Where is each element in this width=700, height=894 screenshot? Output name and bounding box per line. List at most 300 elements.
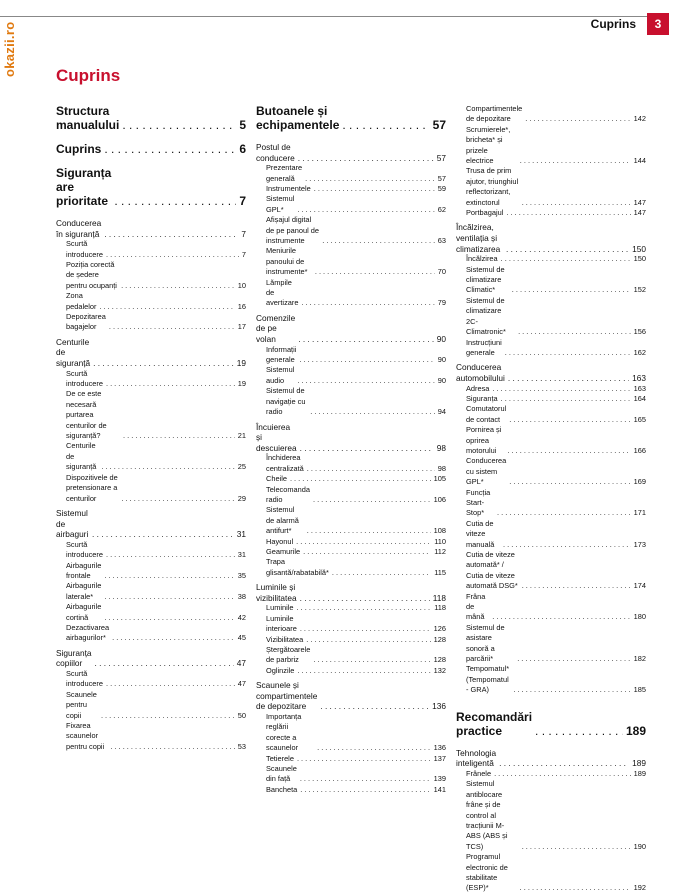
toc-entry-big[interactable] — [56, 142, 246, 156]
toc-entry-sec[interactable] — [56, 337, 246, 369]
toc-entry-page: 189 — [632, 758, 646, 769]
leader-dots — [535, 724, 623, 738]
toc-entry-sub[interactable] — [56, 260, 246, 291]
toc-entry-sub[interactable] — [456, 125, 646, 167]
toc-entry-sub[interactable] — [256, 474, 446, 484]
toc-entry-title: Scurtă introducere — [66, 668, 103, 689]
toc-entry-title: Siguranța copiilor — [56, 647, 92, 669]
toc-entry-sec[interactable] — [56, 508, 246, 540]
leader-dots — [315, 267, 435, 277]
toc-entry-page: 94 — [437, 407, 446, 417]
leader-dots — [509, 477, 630, 487]
toc-entry-sub[interactable] — [456, 254, 646, 264]
toc-entry-title: Afișajul digital de pe panoul de instrumente — [266, 215, 320, 246]
toc-entry-page: 185 — [633, 685, 646, 695]
toc-entry-sub[interactable] — [256, 453, 446, 474]
toc-entry-page: 45 — [237, 633, 246, 643]
toc-entry-sub[interactable] — [256, 505, 446, 536]
toc-entry-sub[interactable] — [456, 104, 646, 125]
toc-entry-sec[interactable] — [256, 680, 446, 712]
toc-entry-title: Centurile de siguranță — [66, 441, 97, 472]
toc-entry-page: 50 — [237, 710, 246, 720]
toc-entry-page: 90 — [437, 375, 446, 385]
page-title: Cuprins — [56, 66, 121, 85]
toc-entry-sub[interactable] — [256, 365, 446, 386]
toc-entry-page: 98 — [437, 463, 446, 473]
toc-entry-sub[interactable] — [256, 645, 446, 666]
leader-dots — [114, 194, 236, 208]
toc-entry-page: 182 — [633, 654, 646, 664]
leader-dots — [314, 184, 435, 194]
leader-dots — [110, 742, 234, 752]
toc-entry-page: 136 — [433, 743, 446, 753]
toc-entry-title: Siguranța are prioritate — [56, 166, 112, 208]
toc-entry-sub[interactable] — [56, 669, 246, 690]
toc-entry-page: 132 — [433, 665, 446, 675]
leader-dots — [109, 322, 235, 332]
toc-entry-page: 163 — [633, 383, 646, 393]
leader-dots — [121, 494, 234, 504]
toc-entry-page: 19 — [236, 358, 246, 369]
toc-entry-title: Instrucțiuni generale — [466, 337, 502, 357]
toc-entry-title: Scurtă introducere — [66, 539, 103, 560]
toc-entry-sub[interactable] — [56, 312, 246, 333]
leader-dots — [342, 118, 429, 132]
toc-entry-sub[interactable] — [456, 592, 646, 623]
toc-entry-sub[interactable] — [56, 441, 246, 472]
leader-dots — [104, 592, 234, 602]
toc-entry-sub[interactable] — [56, 540, 246, 561]
leader-dots — [290, 474, 431, 484]
leader-dots — [507, 446, 630, 456]
toc-entry-title: Sistemul de alarmă antifurt* — [266, 505, 299, 536]
toc-entry-page: 189 — [625, 723, 646, 738]
toc-entry-sub[interactable] — [456, 166, 646, 208]
header-rule — [0, 16, 648, 17]
leader-dots — [310, 407, 435, 417]
toc-entry-title: Postul de conducere — [256, 142, 295, 163]
toc-entry-page: 57 — [436, 152, 446, 163]
toc-entry-sec[interactable] — [456, 222, 646, 254]
toc-entry-title: Depozitarea bagajelor — [66, 312, 106, 332]
toc-entry-title: Importanța reglării corecte a scaunelor — [266, 711, 302, 753]
toc-entry-sub[interactable] — [256, 547, 446, 557]
leader-dots — [95, 658, 234, 669]
toc-entry-sec[interactable] — [256, 422, 446, 454]
toc-entry-sub[interactable] — [256, 785, 446, 795]
toc-entry-sub[interactable] — [256, 184, 446, 194]
toc-entry-title: Scaunele și compartimentele de depozitare — [256, 680, 318, 712]
toc-entry-sub[interactable] — [456, 550, 646, 592]
toc-entry-page: 59 — [437, 184, 446, 193]
toc-entry-sub[interactable] — [456, 208, 646, 218]
toc-entry-title: Frâna de mână — [466, 591, 486, 622]
leader-dots — [299, 355, 434, 365]
toc-entry-page: 166 — [633, 445, 646, 455]
leader-dots — [101, 462, 234, 472]
toc-entry-page: 47 — [236, 658, 246, 669]
leader-dots — [122, 118, 236, 132]
toc-entry-sub[interactable] — [256, 537, 446, 547]
toc-entry-title: Scaunele din față — [266, 764, 297, 784]
toc-entry-page: 38 — [237, 591, 246, 601]
toc-entry-title: Oglinzile — [266, 665, 295, 675]
toc-entry-title: Lămpile de avertizare — [266, 277, 299, 308]
toc-entry-sub[interactable] — [256, 754, 446, 764]
toc-entry-title: Scrumierele*, bricheta* și prizele electrice — [466, 124, 511, 166]
toc-entry-title: Cutia de viteze manuală — [466, 518, 495, 549]
leader-dots — [322, 236, 435, 246]
toc-entry-sub[interactable] — [56, 291, 246, 312]
toc-entry-sub[interactable] — [256, 386, 446, 417]
toc-entry-title: Tetierele — [266, 753, 294, 763]
toc-entry-sub[interactable] — [56, 389, 246, 441]
toc-entry-title: Hayonul — [266, 536, 294, 546]
toc-entry-title: Recomandări practice — [456, 709, 533, 738]
toc-entry-title: Geamurile — [266, 546, 301, 556]
toc-entry-page: 42 — [237, 612, 246, 622]
toc-entry-sub[interactable] — [56, 721, 246, 752]
toc-entry-page: 147 — [633, 208, 646, 218]
toc-entry-page: 105 — [433, 474, 446, 484]
leader-dots — [303, 547, 431, 557]
toc-entry-page: 147 — [633, 197, 646, 207]
toc-entry-page: 98 — [436, 442, 446, 453]
leader-dots — [112, 633, 235, 643]
toc-entry-title: Centurile de siguranță — [56, 336, 91, 369]
leader-dots — [517, 654, 630, 664]
leader-dots — [300, 593, 430, 604]
toc-column-3 — [456, 104, 646, 894]
toc-entry-title: Încălzirea — [466, 254, 498, 264]
toc-entry-page: 7 — [239, 194, 246, 208]
toc-entry-page: 173 — [633, 539, 646, 549]
toc-entry-page: 156 — [633, 327, 646, 337]
toc-entry-title: Conducerea automobilului — [456, 362, 505, 383]
toc-entry-page: 19 — [237, 379, 246, 389]
leader-dots — [332, 568, 431, 578]
toc-entry-title: Sistemul de climatizare 2C-Climatronic* — [466, 295, 506, 337]
leader-dots — [99, 302, 234, 312]
toc-entry-title: Informații generale — [266, 344, 297, 365]
toc-entry-sec[interactable] — [56, 218, 246, 239]
toc-entry-page: 150 — [632, 243, 646, 254]
toc-entry-page: 7 — [241, 249, 246, 259]
toc-entry-page: 165 — [633, 414, 646, 424]
toc-entry-page: 57 — [432, 118, 446, 132]
leader-dots — [106, 679, 235, 689]
toc-entry-big[interactable] — [256, 104, 446, 132]
toc-entry-page: 150 — [633, 254, 646, 264]
leader-dots — [313, 495, 431, 505]
toc-entry-title: Telecomanda radio — [266, 484, 310, 504]
toc-entry-title: Sistemul de climatizare Climatic* — [466, 264, 505, 295]
leader-dots — [104, 571, 234, 581]
toc-entry-sub[interactable] — [256, 557, 446, 578]
toc-entry-title: Poziția corectă de ședere pentru ocupanți — [66, 260, 117, 290]
toc-entry-page: 90 — [436, 334, 446, 345]
toc-entry-sec[interactable] — [256, 313, 446, 345]
toc-entry-page: 180 — [633, 612, 646, 622]
toc-entry-sub[interactable] — [456, 779, 646, 852]
toc-entry-title: Închiderea centralizată — [266, 453, 304, 473]
toc-entry-title: Încuierea și descuierea — [256, 421, 297, 453]
toc-entry-title: Airbagurile cortină — [66, 602, 102, 622]
toc-entry-page: 169 — [633, 477, 646, 487]
toc-entry-sub[interactable] — [256, 764, 446, 785]
toc-entry-title: Dezactivarea airbagurilor* — [66, 622, 110, 643]
toc-entry-sub[interactable] — [256, 194, 446, 215]
toc-entry-title: Airbagurile frontale — [66, 560, 102, 580]
leader-dots — [93, 358, 234, 369]
toc-entry-page: 7 — [241, 228, 246, 239]
toc-entry-page: 174 — [633, 581, 646, 591]
leader-dots — [505, 348, 631, 358]
leader-dots — [518, 327, 631, 337]
leader-dots — [300, 624, 431, 634]
toc-entry-title: Fixarea scaunelor pentru copii — [66, 720, 105, 751]
toc-entry-sec[interactable] — [456, 362, 646, 383]
toc-entry-page: 152 — [633, 285, 646, 295]
toc-entry-page: 118 — [432, 592, 446, 603]
toc-entry-title: Conducerea în siguranță — [56, 218, 102, 239]
toc-entry-sub[interactable] — [256, 163, 446, 184]
leader-dots — [92, 529, 234, 540]
toc-entry-title: Dispozitivele de pretensionare a centurilor — [66, 472, 118, 503]
toc-entry-sub[interactable] — [256, 712, 446, 754]
toc-entry-title: Luminile interioare — [266, 613, 297, 634]
leader-dots — [306, 635, 430, 645]
toc-entry-sec[interactable] — [256, 582, 446, 603]
toc-entry-page: 17 — [237, 322, 246, 332]
toc-entry-page: 6 — [239, 142, 246, 156]
toc-entry-page: 136 — [432, 701, 446, 712]
leader-dots — [104, 229, 238, 240]
toc-entry-sub[interactable] — [256, 345, 446, 366]
toc-entry-sub[interactable] — [456, 404, 646, 425]
toc-entry-big[interactable] — [56, 104, 246, 132]
toc-entry-title: Zona pedalelor — [66, 291, 97, 311]
leader-dots — [297, 754, 431, 764]
toc-entry-title: Tempomatul* (Tempomatul - GRA) — [466, 664, 510, 695]
leader-dots — [317, 743, 431, 753]
toc-entry-title: Comenzile de pe volan — [256, 312, 296, 345]
toc-entry-title: Funcția Start-Stop* — [466, 487, 491, 518]
leader-dots — [307, 526, 431, 536]
toc-entry-sub[interactable] — [256, 278, 446, 309]
toc-entry-sub[interactable] — [256, 603, 446, 613]
toc-entry-page: 108 — [433, 526, 446, 536]
leader-dots — [307, 464, 435, 474]
toc-entry-sub[interactable] — [56, 690, 246, 721]
watermark-logo: okazii.ro — [2, 21, 17, 77]
leader-dots — [297, 666, 430, 676]
toc-entry-page: 139 — [433, 774, 446, 784]
leader-dots — [104, 142, 236, 156]
leader-dots — [501, 254, 631, 264]
leader-dots — [301, 298, 434, 308]
leader-dots — [106, 550, 235, 560]
toc-entry-page: 112 — [434, 546, 446, 556]
toc-entry-title: Adresa — [466, 383, 490, 393]
toc-entry-page: 10 — [237, 280, 246, 290]
leader-dots — [305, 174, 435, 184]
toc-entry-title: Prezentare generală — [266, 163, 303, 183]
toc-entry-title: Instrumentele — [266, 184, 311, 193]
toc-entry-page: 163 — [632, 372, 646, 383]
toc-entry-title: Luminile — [266, 603, 294, 613]
toc-entry-sub[interactable] — [56, 581, 246, 602]
toc-entry-page: 35 — [237, 570, 246, 580]
leader-dots — [508, 373, 629, 384]
leader-dots — [525, 114, 630, 124]
toc-entry-sub[interactable] — [56, 561, 246, 582]
leader-dots — [522, 842, 631, 852]
toc-entry-title: Cuprins — [56, 142, 102, 156]
toc-entry-page: 16 — [237, 301, 246, 311]
toc-entry-title: Scurtă introducere — [66, 239, 103, 259]
toc-entry-page: 57 — [437, 173, 446, 183]
toc-entry-page: 142 — [633, 114, 646, 124]
toc-entry-sub[interactable] — [456, 769, 646, 779]
toc-entry-sub[interactable] — [56, 239, 246, 260]
toc-entry-page: 29 — [237, 493, 246, 503]
toc-entry-sub[interactable] — [256, 485, 446, 506]
toc-entry-sub[interactable] — [456, 384, 646, 394]
toc-entry-page: 141 — [433, 784, 446, 794]
toc-entry-page: 25 — [237, 462, 246, 472]
leader-dots — [492, 384, 630, 394]
toc-entry-title: Sistemul antiblocare frâne și de control al tracțiunii M-ABS (ABS și TCS) — [466, 779, 508, 851]
toc-entry-page: 171 — [633, 508, 646, 518]
leader-dots — [297, 376, 434, 386]
toc-entry-title: Bancheta — [266, 784, 298, 794]
leader-dots — [106, 379, 235, 389]
toc-entry-page: 144 — [633, 156, 646, 166]
leader-dots — [296, 537, 431, 547]
toc-entry-title: Meniurile panoului de instrumente* — [266, 246, 308, 277]
toc-entry-page: 31 — [237, 550, 246, 560]
toc-entry-title: Sistemul GPL* — [266, 194, 295, 214]
toc-entry-title: Ștergătoarele de parbriz — [266, 644, 311, 665]
leader-dots — [492, 612, 630, 622]
leader-dots — [300, 774, 431, 784]
toc-entry-sub[interactable] — [56, 369, 246, 390]
toc-entry-sub[interactable] — [56, 602, 246, 623]
toc-entry-title: Sistemul audio — [266, 365, 295, 385]
leader-dots — [509, 415, 630, 425]
toc-entry-sub[interactable] — [256, 635, 446, 645]
toc-entry-page: 137 — [433, 753, 446, 763]
leader-dots — [513, 685, 630, 695]
toc-entry-title: Cutia de viteze automată* / Cutia de viteze automată DSG* — [466, 550, 518, 591]
toc-entry-sec[interactable] — [456, 748, 646, 769]
toc-entry-sub[interactable] — [456, 664, 646, 695]
toc-entry-page: 189 — [633, 768, 646, 778]
toc-entry-title: Structura manualului — [56, 104, 120, 132]
toc-entry-sub[interactable] — [456, 265, 646, 296]
toc-entry-sub[interactable] — [456, 488, 646, 519]
toc-entry-page: 115 — [434, 567, 446, 577]
toc-entry-title: Comutatorul de contact — [466, 404, 507, 424]
leader-dots — [300, 443, 434, 454]
toc-entry-title: Programul electronic de stabilitate (ESP)* — [466, 852, 508, 893]
toc-entry-page: 31 — [236, 529, 246, 540]
toc-entry-sub[interactable] — [256, 666, 446, 676]
toc-entry-sub[interactable] — [456, 394, 646, 404]
toc-entry-title: Conducerea cu sistem GPL* — [466, 456, 507, 487]
leader-dots — [520, 883, 631, 893]
leader-dots — [499, 758, 629, 769]
toc-entry-sub[interactable] — [56, 623, 246, 644]
toc-entry-page: 70 — [437, 267, 446, 277]
toc-entry-sub[interactable] — [456, 338, 646, 359]
leader-dots — [497, 508, 631, 518]
leader-dots — [297, 603, 432, 613]
page-number-badge: 3 — [647, 13, 669, 35]
running-header-title: Cuprins — [590, 17, 636, 31]
toc-entry-sub[interactable] — [256, 215, 446, 246]
toc-entry-title: Cheile — [266, 474, 287, 484]
toc-entry-big[interactable] — [456, 710, 646, 738]
toc-entry-title: Sistemul de airbaguri — [56, 507, 89, 540]
toc-entry-title: De ce este necesară purtarea centurilor de siguranță? — [66, 389, 107, 441]
leader-dots — [123, 431, 235, 441]
toc-entry-title: Luminile și vizibilitatea — [256, 582, 297, 603]
toc-entry-page: 118 — [434, 603, 446, 613]
toc-entry-title: Airbagurile laterale* — [66, 581, 102, 601]
toc-entry-sub[interactable] — [56, 473, 246, 504]
toc-entry-sec[interactable] — [256, 142, 446, 163]
toc-entry-page: 5 — [239, 118, 246, 132]
toc-entry-page: 190 — [633, 841, 646, 851]
toc-entry-sub[interactable] — [256, 246, 446, 277]
toc-entry-page: 63 — [437, 236, 446, 246]
toc-entry-sub[interactable] — [456, 296, 646, 338]
toc-entry-page: 110 — [434, 536, 446, 546]
leader-dots — [522, 198, 631, 208]
leader-dots — [520, 156, 631, 166]
leader-dots — [297, 205, 434, 215]
leader-dots — [300, 785, 430, 795]
toc-column-2 — [256, 104, 446, 795]
toc-entry-sub[interactable] — [456, 623, 646, 665]
toc-entry-sub[interactable] — [456, 852, 646, 894]
toc-entry-title: Pornirea și oprirea motorului — [466, 425, 502, 455]
leader-dots — [501, 394, 631, 404]
toc-entry-sub[interactable] — [456, 456, 646, 487]
toc-entry-sub[interactable] — [456, 519, 646, 550]
toc-entry-page: 47 — [237, 679, 246, 689]
toc-entry-page: 126 — [433, 624, 446, 634]
toc-entry-page: 128 — [433, 655, 446, 665]
toc-entry-page: 53 — [237, 741, 246, 751]
toc-entry-big[interactable] — [56, 166, 246, 208]
toc-entry-sub[interactable] — [456, 425, 646, 456]
toc-entry-title: Scurtă introducere — [66, 368, 103, 389]
leader-dots — [506, 208, 630, 218]
toc-entry-title: Scaunele pentru copii — [66, 689, 97, 720]
toc-entry-page: 128 — [433, 634, 446, 644]
toc-entry-title: Trusa de prim ajutor, triunghiul reflectorizant, extinctorul — [466, 166, 519, 207]
toc-entry-sec[interactable] — [56, 648, 246, 669]
toc-entry-title: Frânele — [466, 768, 492, 778]
toc-entry-page: 192 — [633, 883, 646, 893]
toc-entry-title: Tehnologia inteligentă — [456, 747, 497, 769]
leader-dots — [104, 613, 234, 623]
toc-entry-sub[interactable] — [256, 614, 446, 635]
leader-dots — [298, 153, 434, 164]
